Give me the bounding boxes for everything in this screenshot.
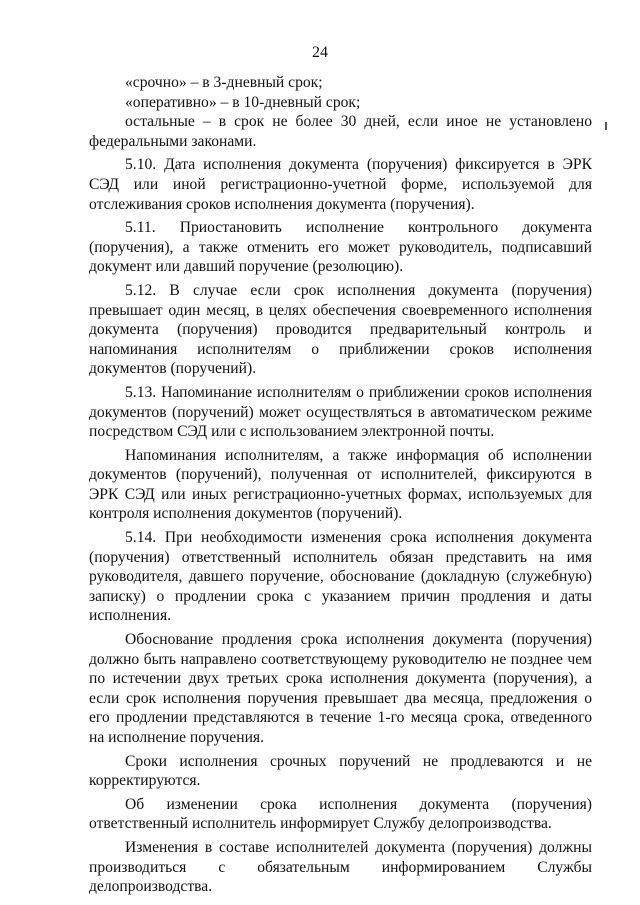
paragraph-justification: Обоснование продления срока исполнения документа (поручения) должно быть направлено соответствующему руководителю не позднее чем по истечении двух третьих срока исполнения документа (поручения), а если срок исполнения поручения превышает два месяца, предложения о его продлении представляются в течение 1-го месяца срока, отведенного на исполнение поручения. [89, 631, 592, 746]
page-number: 24 [312, 44, 328, 61]
paragraph-urgent: «срочно» – в 3-дневный срок; [125, 74, 323, 91]
paragraph-5-12: 5.12. В случае если срок исполнения документа (поручения) превышает один месяц, в целях обеспечения своевременного исполнения документа (поручения) проводится предварительный контроль и напоминания исполнителям о приближении сроков исполнения документов (поручений). [89, 281, 592, 378]
paragraph-5-11: 5.11. Приостановить исполнение контрольного документа (поручения), а также отменить его может руководитель, подписавший документ или давший поручение (резолюцию). [89, 219, 592, 276]
paragraph-executor-changes: Изменения в составе исполнителей документа (поручения) должны производиться с обязательным информированием Службы делопроизводства. [89, 838, 592, 896]
paragraph-reminders: Напоминания исполнителям, а также информация об исполнении документов (поручений), полученная от исполнителей, фиксируются в ЭРК СЭД или иных регистрационно-учетных формах, используемых для контроля исполнения документов (поручений). [89, 446, 592, 523]
paragraph-others: остальные – в срок не более 30 дней, если иное не установлено федеральными законами. [89, 113, 592, 150]
paragraph-5-14: 5.14. При необходимости изменения срока исполнения документа (поручения) ответственный исполнитель обязан представить на имя руководителя, давшего поручение, обоснование (докладную (служебную) записку) о продлении срока с указанием причин продления и даты исполнения. [89, 529, 592, 625]
paragraph-deadline-change: Об изменении срока исполнения документа (поручения) ответственный исполнитель информирует Службу делопроизводства. [89, 795, 592, 833]
paragraph-urgent-not-extended: Сроки исполнения срочных поручений не продлеваются и не корректируются. [89, 752, 592, 790]
scan-artifact-mark [605, 122, 607, 130]
document-body [89, 73, 592, 897]
paragraph-operative: «оперативно» – в 10-дневный срок; [125, 93, 361, 111]
paragraph-5-10: 5.10. Дата исполнения документа (поручения) фиксируется в ЭРК СЭД или иной регистрационно-учетной форме, используемой для отслеживания сроков исполнения документа (поручения). [89, 156, 592, 213]
paragraph-5-13: 5.13. Напоминание исполнителям о приближении сроков исполнения документов (поручений) может осуществляться в автоматическом режиме посредством СЭД или с использованием электронной почты. [89, 383, 592, 441]
